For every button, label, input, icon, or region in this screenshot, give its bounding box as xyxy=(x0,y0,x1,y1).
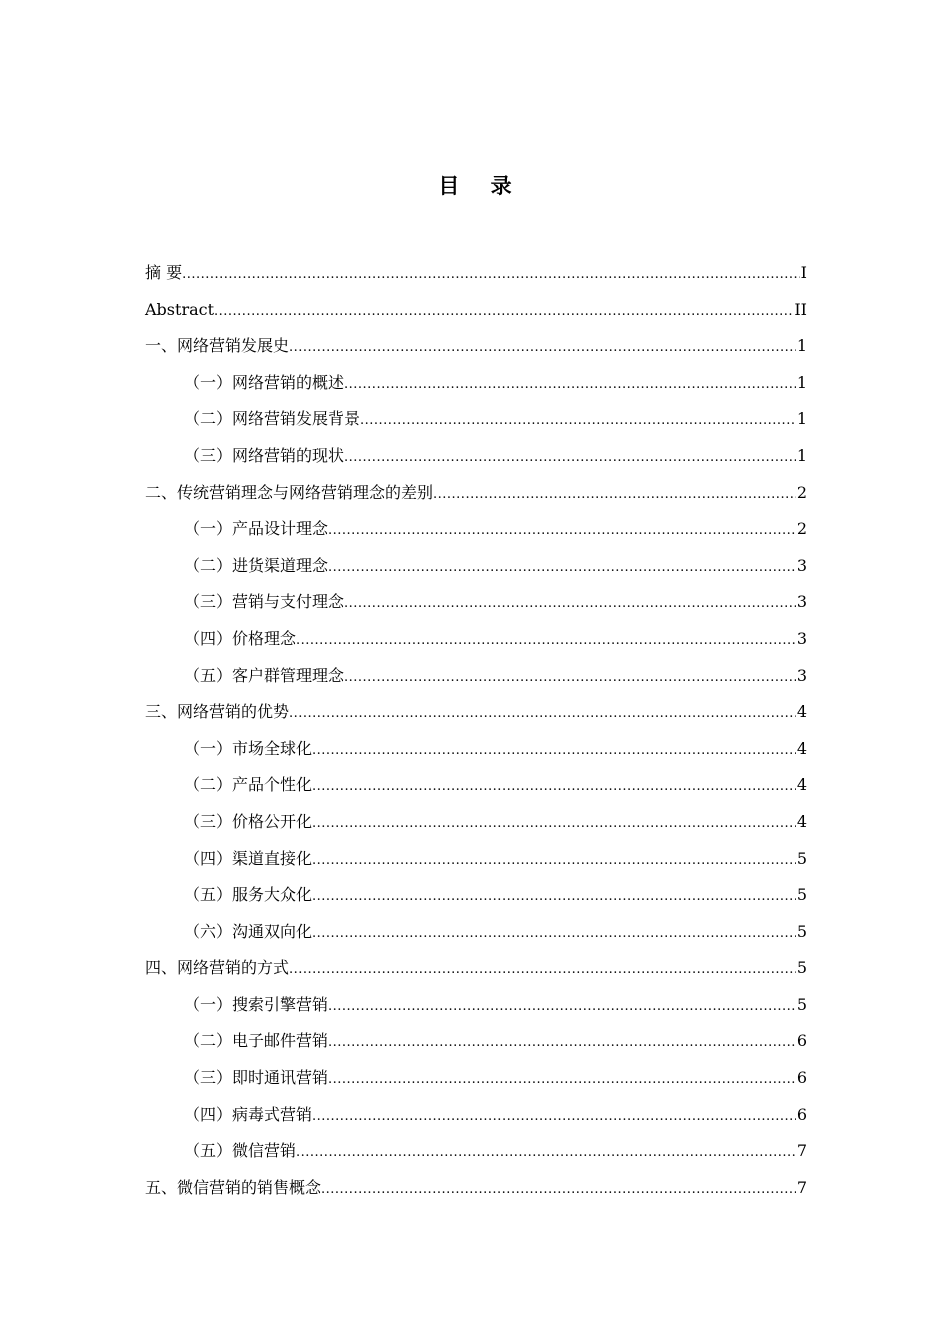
toc-entry[interactable] xyxy=(145,658,807,695)
toc-entry[interactable] xyxy=(145,511,807,548)
toc-entry-label: Abstract xyxy=(145,299,215,319)
toc-entry[interactable] xyxy=(145,987,807,1024)
toc-dot-leader xyxy=(344,367,796,404)
toc-dot-leader xyxy=(312,769,796,806)
toc-entry[interactable] xyxy=(145,694,807,731)
toc-entry[interactable] xyxy=(145,877,807,914)
toc-dot-leader xyxy=(296,1135,796,1172)
toc-entry-page-number: 3 xyxy=(796,665,807,685)
toc-entry[interactable] xyxy=(145,1133,807,1170)
toc-entry-page-number: 6 xyxy=(796,1031,807,1051)
toc-entry-label: 二、传统营销理念与网络营销理念的差别 xyxy=(145,482,434,502)
toc-dot-leader xyxy=(289,696,796,733)
toc-entry-label: （四）价格理念 xyxy=(184,628,297,648)
toc-dot-leader xyxy=(360,403,796,440)
toc-entry[interactable] xyxy=(145,328,807,365)
toc-dot-leader xyxy=(312,733,796,770)
toc-entry[interactable] xyxy=(145,365,807,402)
toc-dot-leader xyxy=(328,1025,796,1062)
toc-entry[interactable] xyxy=(145,584,807,621)
toc-entry[interactable] xyxy=(145,1170,807,1207)
toc-entry-page-number: 6 xyxy=(796,1104,807,1124)
toc-entry[interactable] xyxy=(145,1023,807,1060)
toc-entry-label: 摘 要 xyxy=(145,263,183,282)
toc-entry-page-number: 1 xyxy=(796,372,807,392)
toc-entry-label: （五）服务大众化 xyxy=(184,885,313,905)
toc-dot-leader xyxy=(312,806,796,843)
toc-entry-page-number: 5 xyxy=(796,994,807,1014)
toc-entry-label: 五、微信营销的销售概念 xyxy=(145,1177,322,1197)
toc-entry[interactable] xyxy=(145,1097,807,1134)
toc-dot-leader xyxy=(312,1099,796,1136)
toc-entry-label: （二）进货渠道理念 xyxy=(184,555,329,575)
toc-entry-label: （五）微信营销 xyxy=(184,1141,297,1161)
toc-dot-leader xyxy=(312,879,796,916)
toc-entry-page-number: 2 xyxy=(796,519,807,539)
toc-entry-label: （三）网络营销的现状 xyxy=(184,445,345,465)
toc-entry-page-number: 3 xyxy=(796,592,807,612)
toc-entry-page-number: 5 xyxy=(796,958,807,978)
toc-entry[interactable] xyxy=(145,292,807,329)
toc-entry-label: （二）电子邮件营销 xyxy=(184,1031,329,1051)
toc-entry[interactable] xyxy=(145,475,807,512)
toc-entry-page-number: 3 xyxy=(796,628,807,648)
toc-dot-leader xyxy=(328,1062,796,1099)
toc-entry-label: （四）病毒式营销 xyxy=(184,1104,313,1124)
page-title: 目 录 xyxy=(438,174,524,198)
toc-entry-page-number: II xyxy=(794,299,807,319)
toc-dot-leader xyxy=(328,989,796,1026)
toc-dot-leader xyxy=(182,257,800,294)
toc-dot-leader xyxy=(214,294,793,331)
toc-entry-page-number: I xyxy=(800,263,807,282)
toc-entry[interactable] xyxy=(145,1060,807,1097)
toc-entry[interactable] xyxy=(145,255,807,292)
toc-dot-leader xyxy=(289,952,796,989)
toc-entry-label: 一、网络营销发展史 xyxy=(145,336,290,356)
toc-entry-page-number: 6 xyxy=(796,1068,807,1088)
toc-entry[interactable] xyxy=(145,731,807,768)
toc-entry[interactable] xyxy=(145,950,807,987)
toc-dot-leader xyxy=(433,477,796,514)
toc-dot-leader xyxy=(344,660,796,697)
toc-dot-leader xyxy=(344,586,796,623)
toc-entry-label: （三）营销与支付理念 xyxy=(184,592,345,612)
toc-entry-label: （一）网络营销的概述 xyxy=(184,372,345,392)
toc-entry-page-number: 1 xyxy=(796,336,807,356)
toc-entry-page-number: 5 xyxy=(796,848,807,868)
toc-entry-page-number: 5 xyxy=(796,921,807,941)
toc-dot-leader xyxy=(328,550,796,587)
toc-dot-leader xyxy=(312,843,796,880)
toc-entry-page-number: 4 xyxy=(796,775,807,795)
toc-entry-label: 四、网络营销的方式 xyxy=(145,958,290,978)
toc-entry[interactable] xyxy=(145,548,807,585)
toc-entry-page-number: 4 xyxy=(796,738,807,758)
toc-entry[interactable] xyxy=(145,841,807,878)
toc-entry-page-number: 7 xyxy=(796,1177,807,1197)
toc-entry-label: （二）网络营销发展背景 xyxy=(184,409,361,429)
toc-entry[interactable] xyxy=(145,914,807,951)
toc-entry-label: 三、网络营销的优势 xyxy=(145,702,290,722)
toc-entry-label: （四）渠道直接化 xyxy=(184,848,313,868)
toc-entry-label: （一）市场全球化 xyxy=(184,738,313,758)
toc-entry-page-number: 1 xyxy=(796,445,807,465)
toc-entry-label: （一）产品设计理念 xyxy=(184,519,329,539)
toc-entry-page-number: 4 xyxy=(796,811,807,831)
toc-entry-label: （三）即时通讯营销 xyxy=(184,1068,329,1088)
toc-entry-page-number: 4 xyxy=(796,702,807,722)
toc-entry[interactable] xyxy=(145,621,807,658)
toc-entry-label: （二）产品个性化 xyxy=(184,775,313,795)
toc-dot-leader xyxy=(289,330,796,367)
toc-entry[interactable] xyxy=(145,767,807,804)
toc-entry[interactable] xyxy=(145,401,807,438)
toc-entry-label: （三）价格公开化 xyxy=(184,811,313,831)
toc-entry-page-number: 7 xyxy=(796,1141,807,1161)
toc-entry-page-number: 1 xyxy=(796,409,807,429)
toc-dot-leader xyxy=(344,440,796,477)
toc-dot-leader xyxy=(312,916,796,953)
toc-entry[interactable] xyxy=(145,804,807,841)
table-of-contents xyxy=(145,255,807,1206)
toc-dot-leader xyxy=(328,513,796,550)
toc-dot-leader xyxy=(321,1172,796,1209)
toc-entry-label: （六）沟通双向化 xyxy=(184,921,313,941)
toc-entry-page-number: 5 xyxy=(796,885,807,905)
toc-entry-page-number: 3 xyxy=(796,555,807,575)
toc-entry-page-number: 2 xyxy=(796,482,807,502)
toc-dot-leader xyxy=(296,623,796,660)
toc-entry[interactable] xyxy=(145,438,807,475)
toc-entry-label: （一）搜索引擎营销 xyxy=(184,994,329,1014)
toc-entry-label: （五）客户群管理理念 xyxy=(184,665,345,685)
